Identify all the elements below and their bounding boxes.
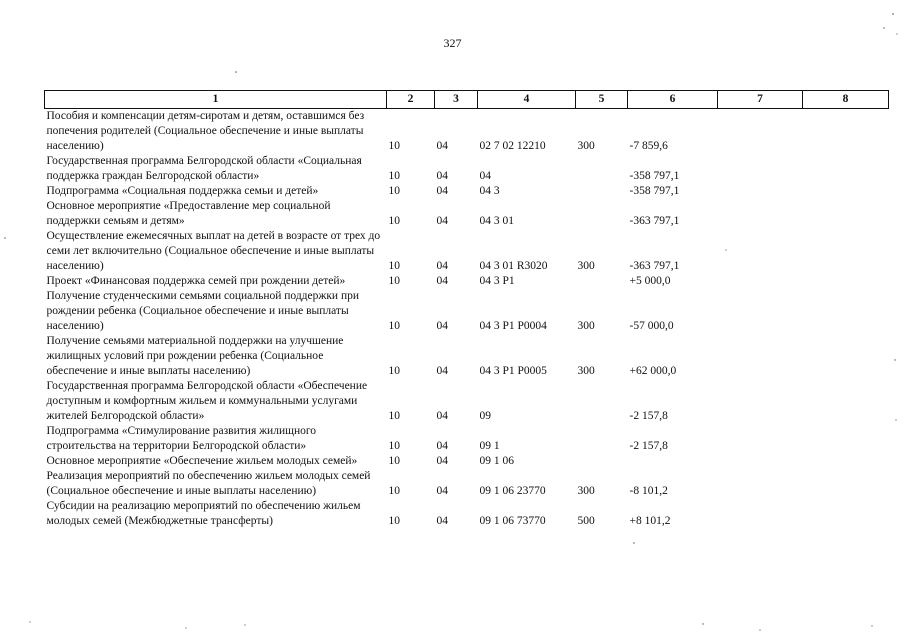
column-header: 5 bbox=[576, 91, 628, 109]
row-cell-c4: 04 3 P1 bbox=[479, 275, 515, 287]
row-name: Государственная программа Белгородской области «Обеспечение доступным и комфортным жильем и коммунальными услугами жителей Белгородской области» bbox=[46, 380, 368, 422]
row-cell-empty bbox=[718, 184, 803, 199]
row-cell-c4: 04 3 01 R3020 bbox=[479, 260, 548, 272]
row-name: Основное мероприятие «Предоставление мер социальной поддержки семьям и детям» bbox=[46, 200, 331, 227]
row-cell-c6: -363 797,1 bbox=[629, 215, 680, 227]
row-cell-c5: 300 bbox=[577, 320, 595, 332]
row-cell-empty bbox=[718, 379, 803, 424]
row-cell-c5 bbox=[576, 274, 628, 289]
table-row bbox=[45, 184, 889, 199]
row-cell-empty bbox=[803, 274, 889, 289]
row-name: Получение семьями материальной поддержки на улучшение жилищных условий при рождении ребенка (Социальное обеспечение и иные выплаты населению) bbox=[46, 335, 344, 377]
table-row bbox=[45, 274, 889, 289]
table-row bbox=[45, 229, 889, 274]
table-row bbox=[45, 109, 889, 155]
row-cell-c2: 10 bbox=[388, 365, 400, 377]
row-cell-empty bbox=[803, 199, 889, 229]
row-cell-empty bbox=[718, 499, 803, 529]
row-cell-c5 bbox=[576, 424, 628, 454]
table-row bbox=[45, 289, 889, 334]
row-name: Проект «Финансовая поддержка семей при рождении детей» bbox=[46, 275, 346, 287]
row-cell-c2: 10 bbox=[388, 440, 400, 452]
row-cell-empty bbox=[718, 274, 803, 289]
row-cell-c6: +8 101,2 bbox=[629, 515, 671, 527]
row-cell-c6: -2 157,8 bbox=[629, 440, 668, 452]
row-cell-c6: +5 000,0 bbox=[629, 275, 671, 287]
table-row bbox=[45, 469, 889, 499]
row-cell-empty bbox=[718, 469, 803, 499]
row-cell-c3: 04 bbox=[436, 410, 448, 422]
row-cell-c5 bbox=[576, 199, 628, 229]
row-cell-empty bbox=[803, 454, 889, 469]
row-cell-c5: 300 bbox=[577, 260, 595, 272]
row-cell-c3: 04 bbox=[436, 275, 448, 287]
row-cell-c4: 04 bbox=[479, 170, 491, 182]
row-name: Государственная программа Белгородской области «Социальная поддержка граждан Белгородской области» bbox=[46, 155, 362, 182]
row-cell-empty bbox=[718, 424, 803, 454]
column-header: 2 bbox=[387, 91, 435, 109]
row-cell-empty bbox=[803, 184, 889, 199]
row-cell-c4: 09 bbox=[479, 410, 491, 422]
row-cell-c4: 09 1 06 23770 bbox=[479, 485, 546, 497]
row-cell-c2: 10 bbox=[388, 515, 400, 527]
row-cell-c5 bbox=[576, 379, 628, 424]
row-name: Основное мероприятие «Обеспечение жильем молодых семей» bbox=[46, 455, 358, 467]
row-cell-c4: 04 3 01 bbox=[479, 215, 514, 227]
row-cell-c4: 04 3 P1 P0005 bbox=[479, 365, 547, 377]
table-row bbox=[45, 454, 889, 469]
row-cell-empty bbox=[803, 379, 889, 424]
row-cell-c6 bbox=[628, 454, 718, 469]
row-cell-c5: 500 bbox=[577, 515, 595, 527]
row-cell-c6: -2 157,8 bbox=[629, 410, 668, 422]
row-cell-c5: 300 bbox=[577, 365, 595, 377]
row-cell-c6: -363 797,1 bbox=[629, 260, 680, 272]
row-cell-c6: -7 859,6 bbox=[629, 140, 668, 152]
row-cell-c4: 04 3 bbox=[479, 185, 500, 197]
row-cell-c3: 04 bbox=[436, 455, 448, 467]
row-name: Пособия и компенсации детям-сиротам и детям, оставшимся без попечения родителей (Социальное обеспечение и иные выплаты населению) bbox=[46, 110, 365, 152]
row-cell-c2: 10 bbox=[388, 275, 400, 287]
row-cell-c2: 10 bbox=[388, 485, 400, 497]
row-cell-empty bbox=[803, 289, 889, 334]
row-cell-c2: 10 bbox=[388, 215, 400, 227]
page-number: 327 bbox=[443, 36, 462, 50]
row-cell-c3: 04 bbox=[436, 185, 448, 197]
column-header: 1 bbox=[45, 91, 387, 109]
row-cell-c2: 10 bbox=[388, 260, 400, 272]
row-cell-empty bbox=[803, 469, 889, 499]
row-name: Подпрограмма «Социальная поддержка семьи и детей» bbox=[46, 185, 319, 197]
table-row bbox=[45, 499, 889, 529]
row-cell-empty bbox=[718, 199, 803, 229]
row-cell-c3: 04 bbox=[436, 215, 448, 227]
table-row bbox=[45, 424, 889, 454]
row-name: Осуществление ежемесячных выплат на детей в возрасте от трех до семи лет включительно (Социальное обеспечение и иные выплаты населению) bbox=[46, 230, 381, 272]
row-cell-empty bbox=[803, 154, 889, 184]
row-cell-c6: +62 000,0 bbox=[629, 365, 677, 377]
table-row bbox=[45, 199, 889, 229]
row-cell-empty bbox=[803, 499, 889, 529]
row-cell-empty bbox=[718, 454, 803, 469]
table-row bbox=[45, 334, 889, 379]
row-cell-c4: 09 1 06 73770 bbox=[479, 515, 546, 527]
column-header: 7 bbox=[718, 91, 803, 109]
row-cell-c3: 04 bbox=[436, 140, 448, 152]
row-cell-c2: 10 bbox=[388, 170, 400, 182]
row-cell-c6: -57 000,0 bbox=[629, 320, 674, 332]
row-cell-c6: -358 797,1 bbox=[629, 185, 680, 197]
row-cell-empty bbox=[718, 109, 803, 155]
table-row bbox=[45, 154, 889, 184]
table-row bbox=[45, 379, 889, 424]
row-name: Реализация мероприятий по обеспечению жильем молодых семей (Социальное обеспечение и иные выплаты населению) bbox=[46, 470, 371, 497]
row-cell-c2: 10 bbox=[388, 185, 400, 197]
row-cell-c3: 04 bbox=[436, 260, 448, 272]
table-header-row bbox=[45, 91, 889, 109]
row-cell-empty bbox=[803, 334, 889, 379]
row-cell-c2: 10 bbox=[388, 455, 400, 467]
row-cell-empty bbox=[803, 229, 889, 274]
row-cell-c3: 04 bbox=[436, 170, 448, 182]
table-body bbox=[45, 109, 889, 530]
row-cell-c3: 04 bbox=[436, 440, 448, 452]
row-cell-c5: 300 bbox=[577, 485, 595, 497]
row-cell-empty bbox=[718, 229, 803, 274]
row-cell-c3: 04 bbox=[436, 485, 448, 497]
column-header: 3 bbox=[435, 91, 478, 109]
row-cell-c3: 04 bbox=[436, 515, 448, 527]
row-cell-empty bbox=[718, 334, 803, 379]
row-cell-c4: 09 1 06 bbox=[479, 455, 514, 467]
row-cell-c6: -8 101,2 bbox=[629, 485, 668, 497]
row-cell-c5: 300 bbox=[577, 140, 595, 152]
row-cell-empty bbox=[718, 289, 803, 334]
row-cell-c2: 10 bbox=[388, 410, 400, 422]
row-cell-empty bbox=[803, 424, 889, 454]
row-name: Субсидии на реализацию мероприятий по обеспечению жильем молодых семей (Межбюджетные трансферты) bbox=[46, 500, 361, 527]
column-header: 4 bbox=[478, 91, 576, 109]
row-cell-c4: 09 1 bbox=[479, 440, 500, 452]
row-cell-empty bbox=[803, 109, 889, 155]
row-cell-c3: 04 bbox=[436, 365, 448, 377]
row-cell-c6: -358 797,1 bbox=[629, 170, 680, 182]
row-cell-c5 bbox=[576, 184, 628, 199]
row-name: Получение студенческими семьями социальной поддержки при рождении ребенка (Социальное обеспечение и иные выплаты населению) bbox=[46, 290, 360, 332]
row-cell-c3: 04 bbox=[436, 320, 448, 332]
row-cell-c4: 04 3 P1 P0004 bbox=[479, 320, 547, 332]
column-header: 8 bbox=[803, 91, 889, 109]
row-cell-c5 bbox=[576, 154, 628, 184]
row-cell-c2: 10 bbox=[388, 320, 400, 332]
column-header: 6 bbox=[628, 91, 718, 109]
budget-table bbox=[44, 90, 889, 529]
row-cell-c5 bbox=[576, 454, 628, 469]
row-cell-c2: 10 bbox=[388, 140, 400, 152]
row-cell-empty bbox=[718, 154, 803, 184]
row-cell-c4: 02 7 02 12210 bbox=[479, 140, 546, 152]
row-name: Подпрограмма «Стимулирование развития жилищного строительства на территории Белгородской области» bbox=[46, 425, 317, 452]
